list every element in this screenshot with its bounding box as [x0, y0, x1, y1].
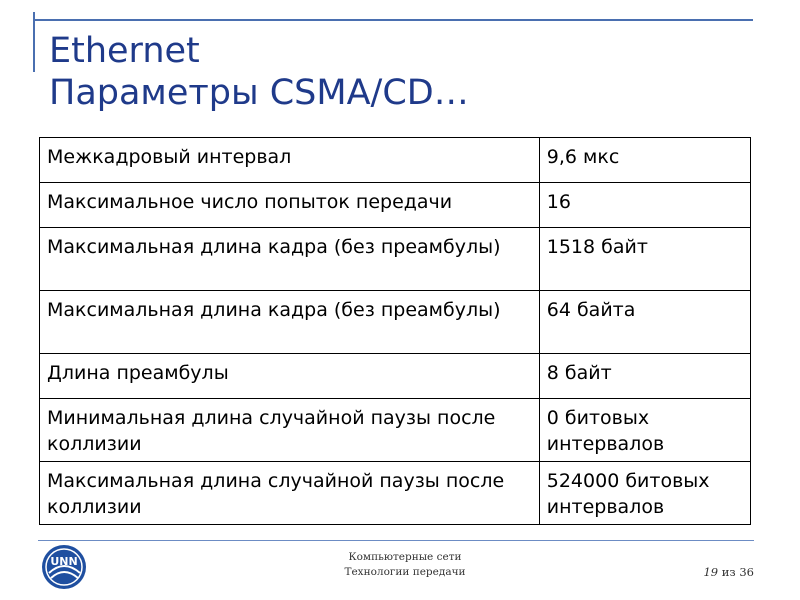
university-logo-icon [40, 543, 88, 591]
decor-vertical-line [33, 12, 35, 72]
page-current: 19 [703, 565, 719, 579]
value-cell: 16 [539, 183, 750, 228]
slide-title [49, 30, 469, 114]
table-row [40, 291, 751, 354]
param-cell: Минимальная длина случайной паузы после коллизии [40, 399, 540, 462]
param-cell: Длина преамбулы [40, 354, 540, 399]
footer-line-2: Технологии передачи [344, 566, 466, 578]
value-cell: 64 байта [539, 291, 750, 354]
title-line-1: Ethernet [49, 31, 200, 71]
param-cell: Межкадровый интервал [40, 138, 540, 183]
value-cell: 9,6 мкс [539, 138, 750, 183]
footer-divider [38, 540, 754, 541]
value-cell: 0 битовых интервалов [539, 399, 750, 462]
table-row [40, 399, 751, 462]
value-cell: 524000 битовых интервалов [539, 462, 750, 525]
table-row [40, 183, 751, 228]
table-row [40, 138, 751, 183]
footer-line-1: Компьютерные сети [348, 551, 462, 563]
param-cell: Максимальная длина случайной паузы после коллизии [40, 462, 540, 525]
param-cell: Максимальная длина кадра (без преамбулы) [40, 291, 540, 354]
title-line-2: Параметры CSMA/CD… [49, 73, 469, 113]
param-cell: Максимальная длина кадра (без преамбулы) [40, 228, 540, 291]
param-cell: Максимальное число попыток передачи [40, 183, 540, 228]
page-total: 36 [739, 565, 754, 579]
value-cell: 1518 байт [539, 228, 750, 291]
table-row [40, 354, 751, 399]
table-row [40, 228, 751, 291]
decor-horizontal-line [33, 19, 753, 21]
page-separator: из [721, 565, 736, 579]
table-row [40, 462, 751, 525]
page-number [703, 565, 754, 579]
footer-caption [320, 550, 490, 580]
value-cell: 8 байт [539, 354, 750, 399]
parameters-table [39, 137, 751, 525]
logo-text: UNN [50, 555, 78, 568]
